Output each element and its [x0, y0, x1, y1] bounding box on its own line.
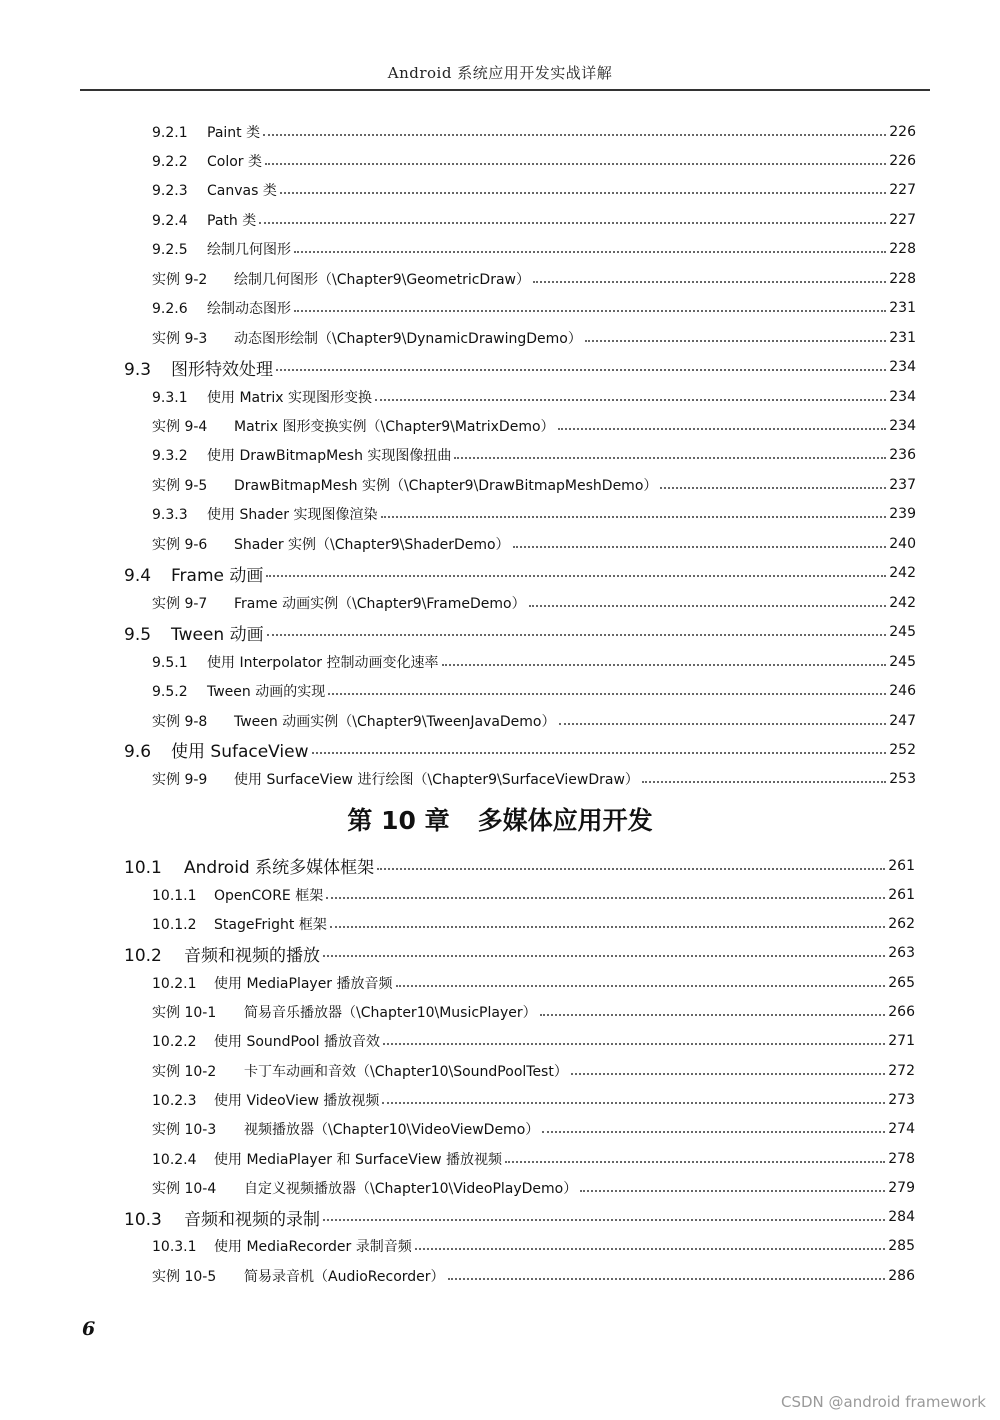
dot-leader — [559, 723, 886, 725]
toc-example-entry — [0, 998, 1000, 1027]
toc-entry-label — [152, 973, 393, 993]
toc-entry-number: 实例 10-1 — [152, 1005, 217, 1021]
dot-leader — [585, 340, 886, 342]
toc-entry-label — [152, 534, 510, 554]
toc-entry-number: 10.2.4 — [152, 1151, 197, 1168]
dot-leader — [540, 1014, 885, 1016]
dot-leader — [375, 399, 886, 401]
toc-subsection-entry — [0, 176, 1000, 205]
toc-entry-number: 9.4 — [124, 565, 152, 586]
toc-entry-title: 使用 SurfaceView 进行绘图（\Chapter9\SurfaceViewDraw） — [234, 772, 639, 789]
toc-subsection-entry — [0, 205, 1000, 234]
toc-entry-number: 9.3.2 — [152, 448, 188, 465]
toc-entry-number: 实例 9-3 — [152, 330, 208, 347]
toc-entry-page: 242 — [889, 565, 916, 582]
toc-entry-label — [152, 239, 291, 259]
toc-subsection-entry — [0, 968, 1000, 997]
toc-entry-title: 使用 MediaPlayer 和 SurfaceView 播放视频 — [214, 1151, 502, 1168]
toc-entry-number: 9.2.1 — [152, 124, 188, 141]
toc-entry-label — [152, 593, 526, 613]
toc-entry-label — [152, 504, 378, 524]
dot-leader — [660, 487, 886, 489]
toc-entry-label — [152, 1061, 568, 1081]
toc-entry-label — [152, 1178, 577, 1198]
chapter-title: 多媒体应用开发 — [477, 806, 653, 835]
dot-leader — [558, 428, 886, 430]
toc-entry-title: 视频播放器（\Chapter10\VideoViewDemo） — [244, 1122, 540, 1139]
chapter-10-heading — [0, 801, 1000, 837]
toc-entry-page: 228 — [889, 270, 916, 287]
toc-subsection-entry — [0, 1085, 1000, 1114]
toc-entry-title: 动态图形绘制（\Chapter9\DynamicDrawingDemo） — [234, 330, 582, 347]
toc-entry-number: 10.3 — [124, 1209, 162, 1230]
toc-section-entry — [0, 939, 1000, 968]
toc-entry-page: 227 — [889, 211, 916, 228]
toc-example-entry — [0, 412, 1000, 441]
toc-entry-label — [152, 681, 325, 701]
toc-entry-label — [152, 711, 556, 731]
dot-leader — [265, 163, 886, 165]
toc-entry-page: 242 — [889, 594, 916, 611]
toc-entry-number: 9.2.5 — [152, 242, 188, 259]
toc-entry-title: Paint 类 — [207, 124, 261, 141]
toc-entry-title: Frame 动画实例（\Chapter9\FrameDemo） — [234, 595, 526, 612]
toc-entry-page: 286 — [888, 1267, 915, 1284]
toc-entry-label — [152, 416, 555, 436]
toc-entry-label — [152, 298, 291, 318]
dot-leader — [415, 1248, 885, 1250]
toc-entry-label — [152, 1031, 380, 1051]
toc-entry-page: 278 — [888, 1150, 915, 1167]
dot-leader — [323, 1219, 885, 1221]
toc-entry-number: 10.1.1 — [152, 887, 197, 904]
toc-entry-label — [124, 355, 273, 380]
toc-entry-label — [152, 1266, 445, 1286]
toc-entry-page: 245 — [889, 653, 916, 670]
toc-entry-number: 实例 10-3 — [152, 1122, 217, 1139]
toc-entry-title: Shader 实例（\Chapter9\ShaderDemo） — [234, 536, 510, 553]
toc-example-entry — [0, 765, 1000, 794]
dot-leader — [381, 516, 887, 518]
toc-entry-page: 271 — [888, 1033, 915, 1050]
toc-entry-title: 使用 MediaRecorder 录制音频 — [214, 1239, 412, 1256]
toc-entry-page: 246 — [889, 683, 916, 700]
toc-entry-title: Tween 动画的实现 — [207, 684, 326, 701]
toc-entry-title: Frame 动画 — [171, 565, 264, 586]
toc-entry-page: 226 — [889, 152, 916, 169]
toc-subsection-entry — [0, 1144, 1000, 1173]
toc-entry-page: 266 — [888, 1004, 915, 1020]
toc-entry-title: StageFright 框架 — [214, 917, 327, 934]
toc-section-entry — [0, 735, 1000, 764]
toc-entry-title: 音频和视频的播放 — [184, 945, 320, 966]
dot-leader — [513, 546, 886, 548]
toc-entry-label — [152, 269, 530, 289]
toc-entry-page: 273 — [888, 1091, 915, 1108]
dot-leader — [294, 251, 886, 253]
toc-entry-number: 实例 9-4 — [152, 419, 208, 435]
toc-entry-title: Matrix 图形变换实例（\Chapter9\MatrixDemo） — [234, 419, 555, 435]
dot-leader — [505, 1161, 885, 1163]
toc-entry-page: 261 — [888, 857, 915, 874]
toc-entry-title: 音频和视频的录制 — [184, 1209, 320, 1230]
toc-entry-page: 253 — [889, 771, 916, 788]
toc-entry-page: 279 — [888, 1179, 915, 1196]
toc-entry-page: 234 — [889, 359, 916, 376]
toc-entry-page: 239 — [889, 506, 916, 523]
toc-subsection-entry — [0, 117, 1000, 146]
toc-entry-title: 绘制几何图形（\Chapter9\GeometricDraw） — [234, 271, 530, 288]
toc-example-entry — [0, 264, 1000, 293]
toc-entry-label — [124, 941, 320, 966]
dot-leader — [529, 605, 886, 607]
dot-leader — [383, 1043, 885, 1045]
toc-entry-label — [124, 1205, 320, 1230]
toc-entry-label — [152, 1002, 537, 1022]
toc-entry-number: 10.1.2 — [152, 917, 197, 934]
toc-entry-label — [152, 914, 327, 934]
toc-entry-title: 使用 MediaPlayer 播放音频 — [214, 975, 393, 992]
toc-entry-number: 10.1 — [124, 858, 162, 878]
chapter-number: 第 10 章 — [347, 806, 450, 835]
toc-entry-number: 实例 9-8 — [152, 713, 208, 730]
dot-leader — [326, 897, 885, 899]
toc-entry-number: 实例 9-2 — [152, 271, 208, 288]
toc-entry-number: 9.2.6 — [152, 301, 188, 318]
toc-entry-number: 10.2.3 — [152, 1092, 197, 1109]
toc-entry-title: 简易音乐播放器（\Chapter10\MusicPlayer） — [244, 1005, 537, 1021]
toc-entry-title: OpenCORE 框架 — [214, 887, 324, 904]
toc-entry-label — [152, 1236, 412, 1256]
toc-subsection-entry — [0, 1027, 1000, 1056]
toc-subsection-entry — [0, 880, 1000, 909]
dot-leader — [542, 1131, 885, 1133]
toc-entry-page: 252 — [889, 741, 916, 758]
dot-leader — [267, 634, 886, 636]
toc-entry-number: 实例 10-2 — [152, 1063, 217, 1080]
toc-entry-title: 使用 Matrix 实现图形变换 — [207, 389, 372, 406]
toc-entry-title: Android 系统多媒体框架 — [184, 858, 375, 878]
toc-example-entry — [0, 470, 1000, 499]
toc-entry-number: 实例 9-7 — [152, 595, 208, 612]
toc-entry-page: 262 — [888, 916, 915, 933]
toc-entry-page: 227 — [889, 182, 916, 199]
toc-subsection-entry — [0, 441, 1000, 470]
toc-subsection-entry — [0, 647, 1000, 676]
dot-leader — [263, 134, 886, 136]
toc-entry-label — [124, 620, 264, 645]
toc-entry-page: 231 — [889, 329, 916, 346]
toc-entry-label — [152, 1119, 539, 1139]
toc-entry-number: 9.2.3 — [152, 183, 188, 200]
toc-entry-number: 实例 10-4 — [152, 1180, 217, 1197]
toc-entry-page: 284 — [888, 1209, 915, 1226]
toc-example-entry — [0, 1173, 1000, 1202]
running-header-title: Android 系统应用开发实战详解 — [387, 64, 613, 82]
toc-entry-label — [152, 652, 439, 672]
toc-entry-title: 使用 DrawBitmapMesh 实现图像扭曲 — [207, 448, 452, 465]
toc-entry-label — [152, 122, 260, 142]
toc-entry-label — [152, 328, 582, 348]
toc-entry-title: DrawBitmapMesh 实例（\Chapter9\DrawBitmapMeshDemo） — [234, 477, 658, 494]
toc-entry-number: 实例 9-6 — [152, 536, 208, 553]
toc-entry-title: Tween 动画实例（\Chapter9\TweenJavaDemo） — [234, 713, 556, 730]
toc-entry-title: Color 类 — [207, 153, 263, 170]
dot-leader — [377, 868, 885, 870]
toc-entry-page: 263 — [888, 945, 915, 962]
toc-entry-label — [152, 475, 657, 495]
toc-entry-label — [152, 151, 262, 171]
dot-leader — [294, 310, 886, 312]
toc-entry-number: 9.5.2 — [152, 684, 188, 701]
toc-entry-page: 237 — [889, 476, 916, 493]
toc-entry-page: 261 — [888, 886, 915, 903]
toc-subsection-entry — [0, 677, 1000, 706]
toc-entry-title: 使用 Shader 实现图像渲染 — [207, 507, 378, 524]
toc-entry-number: 10.2.1 — [152, 975, 197, 992]
toc-entry-page: 274 — [888, 1121, 915, 1138]
toc-entry-page: 236 — [889, 447, 916, 464]
toc-subsection-entry — [0, 1232, 1000, 1261]
toc-entry-number: 10.2 — [124, 945, 162, 966]
dot-leader — [533, 281, 886, 283]
toc-entry-number: 9.2.4 — [152, 212, 188, 229]
toc-entry-label — [124, 853, 374, 878]
toc-entry-title: 使用 Interpolator 控制动画变化速率 — [207, 654, 439, 671]
toc-subsection-entry — [0, 146, 1000, 175]
toc-subsection-entry — [0, 382, 1000, 411]
toc-entry-page: 234 — [889, 388, 916, 405]
toc-entry-title: 图形特效处理 — [171, 359, 273, 380]
toc-entry-number: 9.3 — [124, 359, 152, 380]
dot-leader — [328, 693, 886, 695]
toc-subsection-entry — [0, 235, 1000, 264]
dot-leader — [280, 192, 886, 194]
dot-leader — [276, 369, 886, 371]
dot-leader — [442, 664, 887, 666]
toc-entry-page: 231 — [889, 300, 916, 317]
toc-section-entry — [0, 353, 1000, 382]
toc-entry-number: 实例 9-9 — [152, 772, 208, 789]
dot-leader — [396, 985, 885, 987]
toc-entry-title: 使用 SufaceView — [171, 742, 309, 763]
toc-entry-number: 9.2.2 — [152, 153, 188, 170]
toc-entry-page: 228 — [889, 241, 916, 258]
toc-entry-label — [152, 1090, 379, 1110]
toc-example-entry — [0, 529, 1000, 558]
toc-example-entry — [0, 588, 1000, 617]
toc-entry-page: 247 — [889, 712, 916, 729]
toc-entry-page: 245 — [889, 624, 916, 641]
toc-example-entry — [0, 323, 1000, 352]
toc-entry-label — [124, 561, 263, 586]
toc-entry-number: 实例 9-5 — [152, 477, 208, 494]
dot-leader — [580, 1190, 885, 1192]
toc-entry-label — [152, 769, 639, 789]
toc-entry-page: 285 — [888, 1238, 915, 1255]
toc-entry-title: 绘制动态图形 — [207, 301, 291, 318]
toc-entry-title: Tween 动画 — [171, 624, 264, 645]
dot-leader — [323, 955, 885, 957]
toc-entry-label — [124, 737, 309, 762]
toc-entry-title: 卡丁车动画和音效（\Chapter10\SoundPoolTest） — [244, 1063, 568, 1080]
dot-leader — [312, 752, 886, 754]
dot-leader — [571, 1073, 885, 1075]
toc-entry-label — [152, 387, 372, 407]
toc-section-entry — [0, 851, 1000, 880]
toc-entry-number: 9.3.1 — [152, 389, 188, 406]
toc-entry-title: 使用 VideoView 播放视频 — [214, 1092, 380, 1109]
toc-entry-label — [152, 180, 277, 200]
toc-entry-number: 9.6 — [124, 742, 152, 763]
toc-subsection-entry — [0, 294, 1000, 323]
dot-leader — [259, 222, 886, 224]
toc-entry-page: 265 — [888, 974, 915, 991]
toc-entry-number: 9.3.3 — [152, 507, 188, 524]
toc-subsection-entry — [0, 500, 1000, 529]
toc-entry-title: Canvas 类 — [207, 183, 277, 200]
toc-entry-label — [152, 1149, 502, 1169]
toc-entry-page: 272 — [888, 1062, 915, 1079]
toc-entry-title: 绘制几何图形 — [207, 242, 291, 259]
toc-entry-title: 自定义视频播放器（\Chapter10\VideoPlayDemo） — [244, 1180, 578, 1197]
toc-entry-number: 10.2.2 — [152, 1034, 197, 1051]
dot-leader — [330, 926, 885, 928]
toc-entry-page: 226 — [889, 123, 916, 140]
toc-entry-number: 实例 10-5 — [152, 1268, 217, 1285]
toc-entry-page: 234 — [889, 418, 916, 434]
toc-entry-label — [152, 210, 256, 230]
toc-subsection-entry — [0, 910, 1000, 939]
toc-example-entry — [0, 706, 1000, 735]
dot-leader — [642, 781, 886, 783]
toc-entry-number: 10.3.1 — [152, 1239, 197, 1256]
toc-entry-title: 简易录音机（AudioRecorder） — [244, 1268, 445, 1285]
toc-entry-page: 240 — [889, 535, 916, 552]
toc-section-entry — [0, 1203, 1000, 1232]
toc-entry-number: 9.5.1 — [152, 654, 188, 671]
dot-leader — [448, 1278, 885, 1280]
toc-section-entry — [0, 559, 1000, 588]
toc-entry-number: 9.5 — [124, 624, 152, 645]
watermark: CSDN @android framework — [780, 1393, 986, 1411]
toc-example-entry — [0, 1056, 1000, 1085]
toc-entry-title: Path 类 — [207, 212, 257, 229]
toc-entry-title: 使用 SoundPool 播放音效 — [214, 1034, 380, 1051]
toc-section-entry — [0, 618, 1000, 647]
dot-leader — [266, 575, 886, 577]
page-number: 6 — [82, 1318, 96, 1340]
toc-example-entry — [0, 1115, 1000, 1144]
toc-entry-label — [152, 885, 323, 905]
toc-example-entry — [0, 1261, 1000, 1290]
dot-leader — [382, 1102, 885, 1104]
toc-entry-label — [152, 445, 451, 465]
dot-leader — [454, 457, 886, 459]
